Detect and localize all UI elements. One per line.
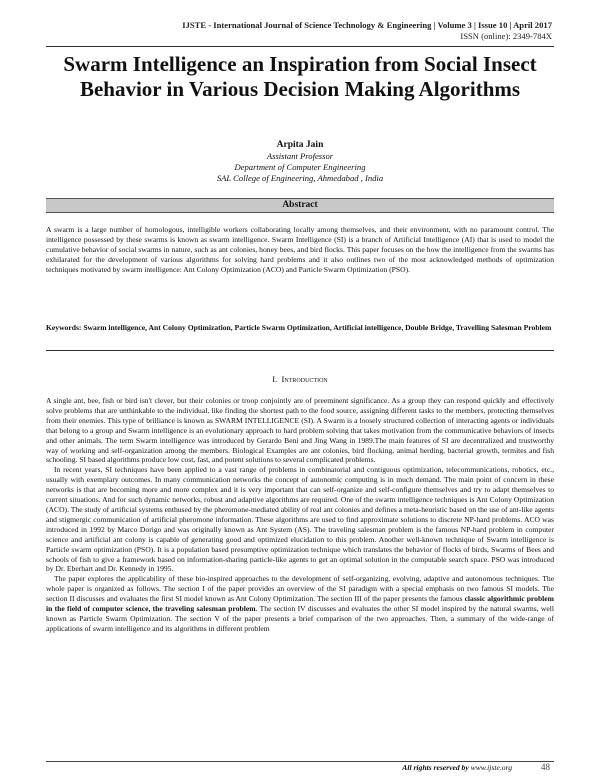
author-name: Arpita Jain	[276, 140, 324, 150]
journal-url-link[interactable]: www.ijste.org	[470, 763, 512, 772]
abstract-text: A swarm is a large number of homologous, intelligible workers collaborating locally among themselves, and their environment, with no paramount control. The intelligence possessed by these swarms is known as swarm intelligence. Swarm Intelligence (SI) is a branch of Artificial Intelligence (AI) that is used to model the cumulative behavior of social swarms in nature, such as ant colonies, honey bees, and bird flocks. This paper focuses on the how the intelligence from the swarms has exhilarated for the development of various algorithms for solving hard problems and it also outlines two of the most acknowledged methods of optimization techniques motivated by swarm intelligence: Ant Colony Optimization (ACO) and Particle Swarm Optimization (PSO).	[46, 225, 554, 274]
section-heading	[46, 374, 554, 384]
page-number: 48	[541, 762, 550, 772]
author-role: Assistant Professor	[266, 151, 334, 161]
paragraph: A single ant, bee, fish or bird isn't clever, but their colonies or troop conjointly are of preeminent significance. As a group they can respond quickly and effectively solve problems that are unthinkable to the individual, like finding the shortest path to the food source, assigning different tasks to the members, protecting themselves from their enemies. This type of brilliance is known as SWARM INTELLIGENCE (SI). A Swarm is a loosely structured collection of interacting agents or individuals that belong to a group and Swarm intelligence is an evolutionary approach to hard problem solving that takes motivation from the communicative behaviors of insects and other animals. The term Swarm intelligence was introduced by Gerardo Beni and Jing Wang in 1989.The main features of SI are decentralized and trustworthy way of working and self-organization among the members. Biological Examples are ant colonies, bird flocking, animal herding, bacterial growth, termites and fish schooling. SI based algorithms produce low cost, fast, and potent solutions to several complicated problems.	[46, 396, 554, 465]
author-block	[40, 140, 560, 184]
journal-issn: ISSN (online): 2349-784X	[460, 31, 552, 41]
footer-rights	[402, 763, 512, 772]
author-department: Department of Computer Engineering	[234, 162, 366, 172]
introduction-body	[46, 396, 554, 634]
header-divider	[46, 46, 554, 47]
journal-header	[182, 20, 552, 42]
keywords: Keywords: Swarm intelligence, Ant Colony Optimization, Particle Swarm Optimization, Artificial intelligence, Double Bridge, Travelling Salesman Problem	[46, 323, 552, 332]
section-divider	[46, 350, 554, 351]
paper-title: Swarm Intelligence an Inspiration from Social Insect Behavior in Various Decision Making Algorithms	[63, 52, 537, 101]
abstract-heading: Abstract	[46, 198, 554, 213]
footer-divider	[46, 761, 554, 762]
rights-text: All rights reserved by	[402, 763, 469, 772]
paragraph-text: The paper explores the applicability of these bio-inspired approaches to the development of self-organizing, evolving, adaptive and autonomous techniques. The whole paper is organized as follows. The section I of the paper provides an overview of the SI paradigm with a special emphasis on two famous SI models. The section II discusses and evaluates the first SI model known as Ant Colony Optimization. The section III of the paper presents the famous	[46, 574, 554, 604]
section-title: Introduction	[281, 374, 328, 384]
journal-name: IJSTE - International Journal of Science Technology & Engineering | Volume 3 | Issue 10 | April 2017	[182, 20, 552, 30]
section-number: I.	[272, 374, 278, 384]
paragraph: In recent years, SI techniques have been applied to a vast range of problems in combinatorial and contiguous optimization, telecommunications, robotics, etc., usually with exemplary outcomes. In many communication networks the concept of autonomic computing is in much demand. The main point of concern in these networks is that are becoming more and more complex and it is very important that can self-organize and self-configure themselves and try to adapt themselves to current situations. And for such dynamic networks, robust and adaptive algorithms are required. One of the swarm intelligence techniques is Ant Colony Optimization (ACO). The study of artificial systems enthused by the pheromone-mediated ability of real ant colonies and defines a meta-heuristic based on the use of ant-like agents and stigmergic communication of artificial pheromone information. These algorithms are used to find approximate solutions to discrete NP-hard problems. ACO was introduced in 1992 by Marco Dorigo and was originally known as Ant System (AS). The traveling salesman problem is the famous NP-hard problem in computer science and artificial ant colony is capable of generating good and optimized elucidation to this problem. Another well-known technique of Swarm intelligence is Particle swarm optimization (PSO). It is a population based presumptive optimization technique which translates the behavior of flocks of birds, Swarms of Bees and schools of fish to give a framework based on information-sharing particle-like agents to get an optimal solution in the computable search space. PSO was introduced by Dr. Eberhart and Dr. Kennedy in 1995.	[46, 465, 554, 574]
paragraph	[46, 574, 554, 633]
paragraph-text: . The section IV discusses and evaluates the other SI model inspired by the natural swarms, well known as Particle Swarm Optimization. The section V of the paper presents a brief comparison of the two approaches. Then, a summary of the wide-range of applications of swarm intelligence and its algorithms in different problem	[46, 604, 554, 633]
emphasis-text: classic algorithmic problem in the field of computer science, the traveling salesman problem	[46, 594, 554, 614]
author-affiliation: SAL College of Engineering, Ahmedabad , India	[216, 173, 384, 183]
